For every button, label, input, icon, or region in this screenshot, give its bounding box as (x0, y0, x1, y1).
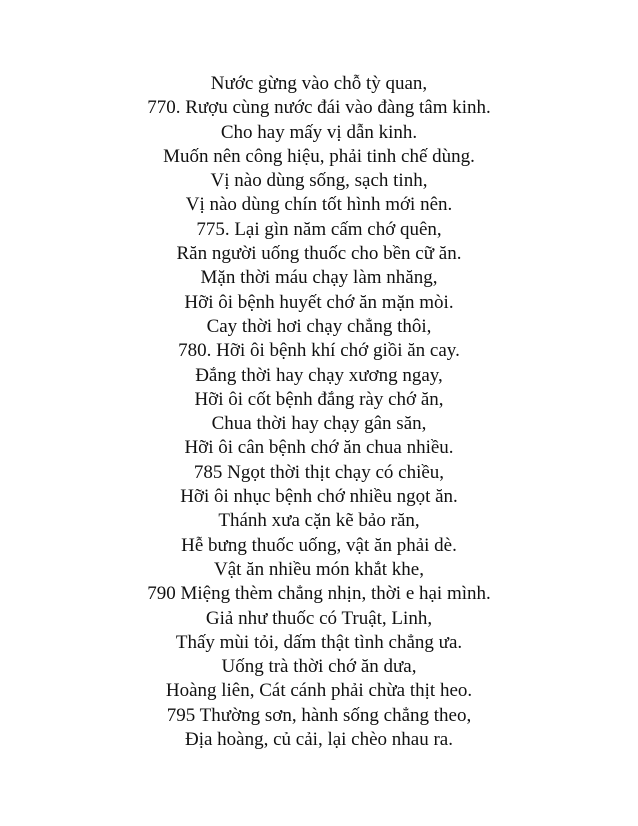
poem-line: Nước gừng vào chỗ tỳ quan, (210, 73, 428, 94)
poem-line: Vị nào dùng chín tốt hình mới nên. (185, 194, 453, 216)
poem-line: Hỡi ôi cân bệnh chớ ăn chua nhiều. (184, 437, 454, 459)
poem-line: 790 Miệng thèm chẳng nhịn, thời e hại mình. (147, 583, 491, 605)
poem-line: Mặn thời máu chạy làm nhăng, (200, 267, 438, 289)
poem-line: Răn người uống thuốc cho bền cữ ăn. (176, 243, 462, 265)
poem-line: Cho hay mấy vị dẫn kinh. (220, 121, 418, 143)
poem-line: 775. Lại gìn năm cấm chớ quên, (196, 218, 442, 240)
poem-line: Cay thời hơi chạy chẳng thôi, (206, 315, 432, 337)
poem-line: Hỡi ôi nhục bệnh chớ nhiều ngọt ăn. (180, 486, 458, 508)
poem-line: Hỡi ôi cốt bệnh đắng rày chớ ăn, (194, 388, 444, 410)
poem-line: 770. Rượu cùng nước đái vào đàng tâm kinh. (147, 97, 491, 119)
poem-line: Vị nào dùng sống, sạch tinh, (210, 170, 428, 192)
poem-line: Thấy mùi tỏi, dấm thật tình chẳng ưa. (175, 631, 463, 653)
poem-line: Đắng thời hay chạy xương ngay, (195, 364, 443, 386)
poem-line: 795 Thường sơn, hành sống chẳng theo, (166, 704, 472, 726)
poem-line: Chua thời hay chạy gân săn, (211, 413, 427, 435)
poem-line: 780. Hỡi ôi bệnh khí chớ giồi ăn cay. (178, 340, 460, 362)
poem-line: Giả như thuốc có Truật, Linh, (205, 607, 433, 629)
poem-line: Hễ bưng thuốc uống, vật ăn phải dè. (181, 534, 457, 556)
poem-line: Hoàng liên, Cát cánh phải chừa thịt heo. (165, 680, 473, 702)
poem-line: Thánh xưa cặn kẽ bảo răn, (218, 510, 420, 532)
poem-line: Vật ăn nhiều món khắt khe, (213, 558, 424, 580)
poem-line: Muốn nên công hiệu, phải tinh chế dùng. (163, 145, 475, 167)
poem-line: 785 Ngọt thời thịt chạy có chiều, (193, 461, 445, 483)
poem-line: Hỡi ôi bệnh huyết chớ ăn mặn mòi. (184, 291, 454, 313)
poem-text-block (0, 72, 638, 752)
poem-line: Địa hoàng, củ cải, lại chèo nhau ra. (185, 729, 453, 751)
poem-line: Uống trà thời chớ ăn dưa, (221, 656, 417, 678)
